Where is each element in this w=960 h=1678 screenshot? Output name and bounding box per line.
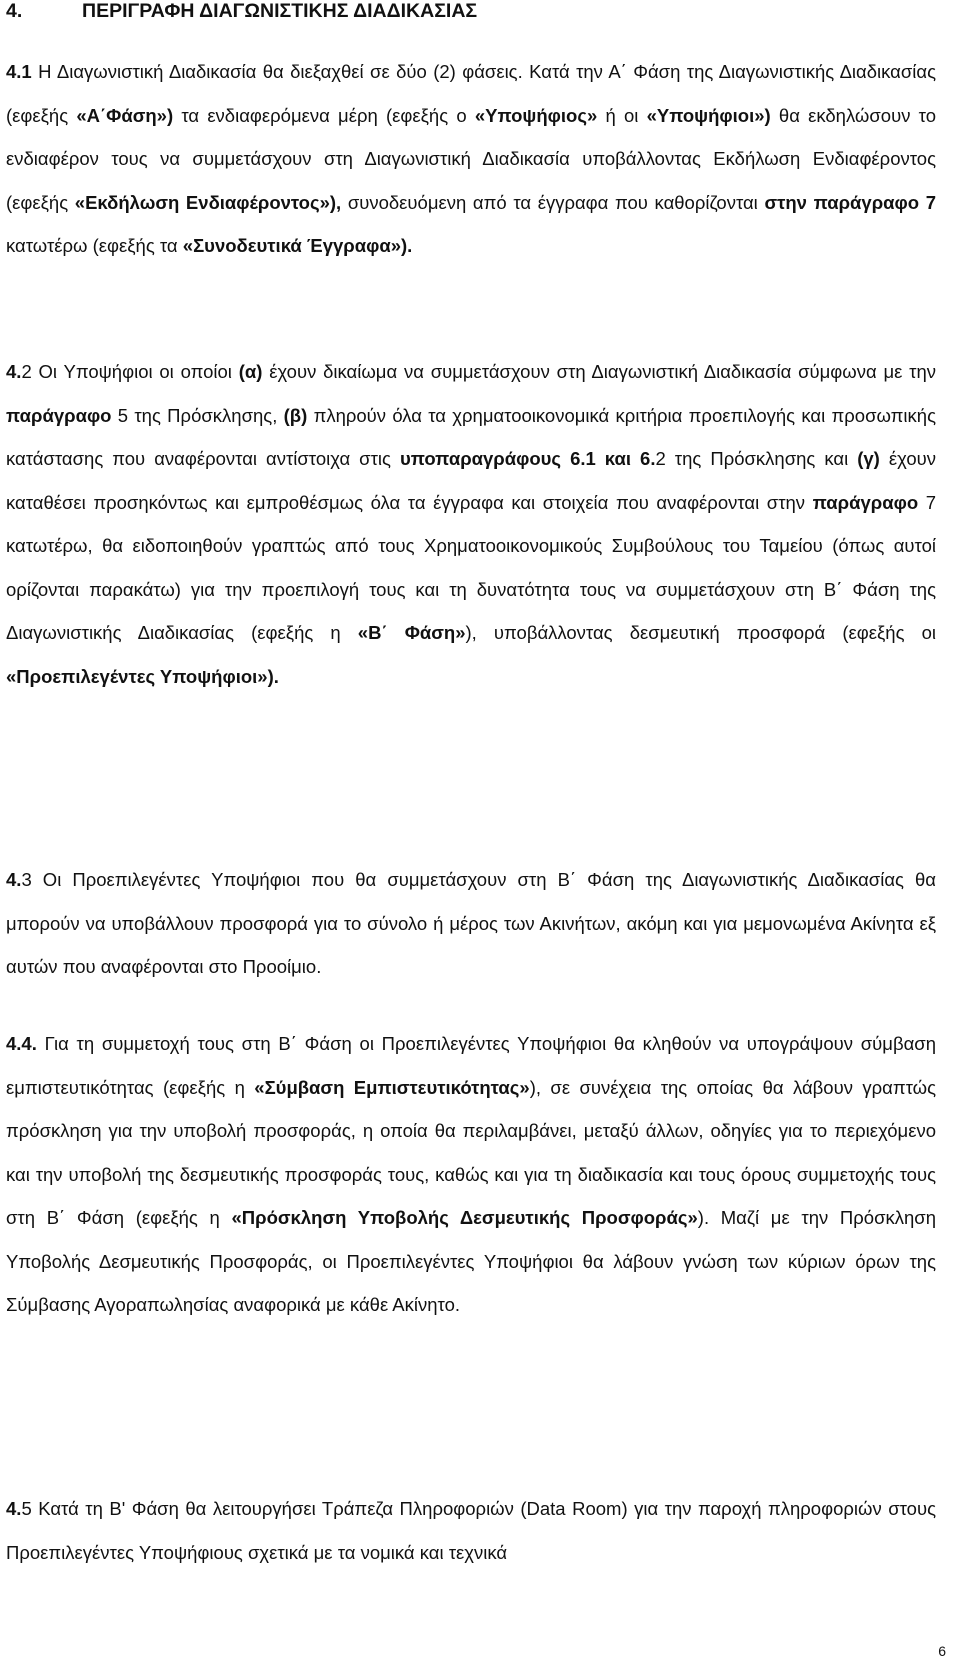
paragraph-4-2: [6, 350, 936, 698]
paragraph-4-1: [6, 50, 936, 268]
paragraph-text: Για τη συμμετοχή τους στη Β΄ Φάση οι Προεπιλεγέντες Υποψήφιοι θα κληθούν να υπογράψουν σύμβαση εμπιστευτικότητας (εφεξής η: [6, 1033, 936, 1098]
paragraph-text: 7 κατωτέρω, θα ειδοποιηθούν γραπτώς από τους Χρηματοοικονομικούς Συμβούλους του Ταμείου (όπως αυτοί ορίζονται παρακάτω) για την προεπιλογή τους και τη δυνατότητα τους να συμμετάσχουν στη Β΄ Φάση της Διαγωνιστικής Διαδικασίας (εφεξής η: [6, 491, 936, 643]
paragraph-4-4: [6, 1022, 936, 1327]
bold-term: «Α΄Φάση»): [76, 104, 174, 126]
paragraph-number-suffix: 5: [21, 1498, 32, 1519]
bold-term: «Β΄ Φάση»: [357, 622, 466, 643]
paragraph-text: ), σε συνέχεια της οποίας θα λάβουν γραπτώς πρόσκληση για την υποβολή προσφοράς, η οποία θα περιλαμβάνει, μεταξύ άλλων, οδηγίες για το περιεχόμενο και την υποβολή της δεσμευτικής προσφοράς τους, καθώς και για τη διαδικασία και τους όρους συμμετοχής τους στη Β΄ Φάση (εφεξής η: [6, 1076, 936, 1228]
paragraph-text: κατωτέρω (εφεξής τα: [6, 235, 183, 256]
paragraph-text: 5 της Πρόσκλησης,: [111, 404, 284, 426]
bold-term: παράγραφο: [6, 404, 112, 426]
paragraph-text: Η Διαγωνιστική Διαδικασία θα διεξαχθεί σε δύο (2) φάσεις. Κατά την Α΄ Φάση της Διαγωνιστικής Διαδικασίας (εφεξής: [6, 61, 936, 126]
paragraph-text: ). Μαζί με την Πρόσκληση Υποβολής Δεσμευτικής Προσφοράς, οι Προεπιλεγέντες Υποψήφιοι θα λάβουν γνώση των κύριων όρων της Σύμβασης Αγοραπωλησίας αναφορικά με κάθε Ακίνητο.: [6, 1207, 937, 1315]
bold-term: στην παράγραφο 7: [764, 191, 936, 213]
paragraph-text: θα εκδηλώσουν το ενδιαφέρον τους να συμμετάσχουν στη Διαγωνιστική Διαδικασία υποβάλλοντας Εκδήλωση Ενδιαφέροντος (εφεξής: [6, 104, 936, 213]
paragraph-number-suffix: 3: [21, 869, 32, 890]
paragraph-number: 4.: [6, 869, 22, 890]
bold-term: «Σύμβαση Εμπιστευτικότητας»: [254, 1076, 530, 1098]
paragraph-number: 4.4.: [6, 1033, 37, 1054]
paragraph-number: 4.: [6, 361, 22, 382]
paragraph-text: έχουν δικαίωμα να συμμετάσχουν στη Διαγωνιστική Διαδικασία σύμφωνα με την: [262, 361, 936, 382]
bold-term: (γ): [857, 448, 880, 469]
paragraph-text: Οι Υποψήφιοι οι οποίοι: [31, 361, 239, 382]
paragraph-text: ), υποβάλλοντας δεσμευτική προσφορά (εφεξής οι: [465, 622, 936, 643]
paragraph-text: έχουν καταθέσει προσηκόντως και εμπροθέσμως όλα τα έγγραφα και στοιχεία που αναφέρονται στην: [6, 448, 936, 513]
bold-term: «Υποψήφιος»: [474, 104, 598, 126]
section-title: ΠΕΡΙΓΡΑΦΗ ΔΙΑΓΩΝΙΣΤΙΚΗΣ ΔΙΑΔΙΚΑΣΙΑΣ: [82, 0, 478, 22]
paragraph-text: ή οι: [597, 104, 647, 126]
section-heading: [6, 0, 477, 23]
paragraph-text: Κατά τη Β' Φάση θα λειτουργήσει Τράπεζα Πληροφοριών (Data Room) για την παροχή πληροφοριών στους Προεπιλεγέντες Υποψήφιους σχετικά με τα νομικά και τεχνικά: [6, 1498, 936, 1563]
bold-term: «Υποψήφιοι»): [646, 104, 771, 126]
paragraph-text: τα ενδιαφερόμενα μέρη (εφεξής ο: [173, 104, 475, 126]
paragraph-text: πληρούν όλα τα χρηματοοικονομικά κριτήρια προεπιλογής και προσωπικής κατάστασης που αναφέρονται αντίστοιχα στις: [6, 404, 936, 469]
paragraph-text: 2 της Πρόσκλησης και: [655, 448, 858, 469]
page-number: 6: [938, 1643, 946, 1659]
bold-term: «Εκδήλωση Ενδιαφέροντος»),: [74, 191, 342, 213]
paragraph-4-3: [6, 858, 936, 989]
bold-term: υποπαραγράφους 6.1 και 6.: [399, 448, 656, 469]
paragraph-text: συνοδευόμενη από τα έγγραφα που καθορίζονται: [341, 191, 765, 213]
bold-term: παράγραφο: [812, 491, 919, 513]
bold-term: (α): [238, 361, 263, 382]
paragraph-number: 4.: [6, 1498, 22, 1519]
bold-term: «Συνοδευτικά Έγγραφα»).: [182, 235, 413, 256]
paragraph-number-suffix: 2: [21, 361, 32, 382]
bold-term: «Προεπιλεγέντες Υποψήφιοι»).: [6, 665, 279, 687]
paragraph-text: Οι Προεπιλεγέντες Υποψήφιοι που θα συμμετάσχουν στη Β΄ Φάση της Διαγωνιστικής Διαδικασίας θα μπορούν να υποβάλλουν προσφορά για το σύνολο ή μέρος των Ακινήτων, ακόμη και για μεμονωμένα Ακίνητα εξ αυτών που αναφέρονται στο Προοίμιο.: [6, 869, 936, 977]
bold-term: (β): [283, 404, 308, 426]
paragraph-number: 4.1: [6, 61, 32, 82]
section-number: 4.: [6, 0, 23, 22]
bold-term: «Πρόσκληση Υποβολής Δεσμευτικής Προσφοράς»: [231, 1207, 698, 1228]
paragraph-4-5: [6, 1487, 936, 1574]
